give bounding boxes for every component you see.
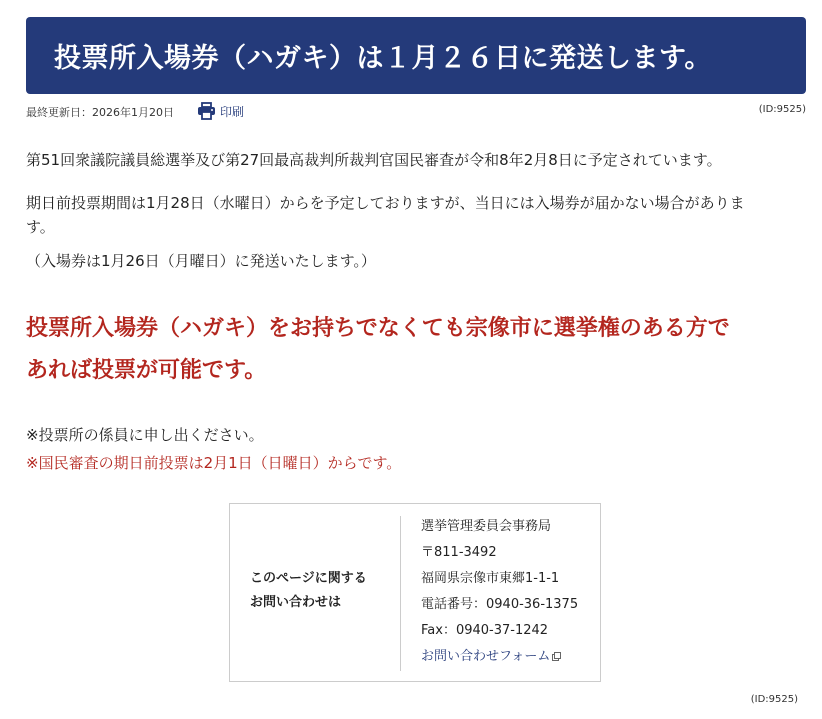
contact-department: 選挙管理委員会事務局: [421, 519, 552, 534]
paragraph-early-voting-line1: 期日前投票期間は1月28日（水曜日）からを予定しておりますが、当日には入場券が届かない場合がありま: [26, 194, 745, 212]
contact-fax: Fax：0940-37-1242: [421, 623, 549, 638]
paragraph-early-voting-line2: す。: [26, 218, 55, 236]
paragraph-election-date: 第51回衆議院議員総選挙及び第27回最高裁判所裁判官国民審査が令和8年2月8日に予定されています。: [26, 151, 722, 169]
page-title: 投票所入場券（ハガキ）は１月２６日に発送します。: [54, 43, 712, 74]
paragraph-ticket-dispatch: （入場券は1月26日（月曜日）に発送いたします。）: [26, 252, 376, 270]
emphasis-notice: [26, 308, 801, 392]
contact-box: [229, 503, 601, 682]
external-link-icon: [552, 652, 561, 661]
contact-info: [421, 514, 596, 670]
contact-form-link[interactable]: お問い合わせフォーム: [421, 649, 551, 664]
last-updated: 最終更新日：2026年1月20日: [26, 106, 174, 119]
note-review-voting: ※国民審査の期日前投票は2月1日（日曜日）からです。: [26, 454, 402, 472]
contact-divider: [400, 516, 401, 671]
meta-row: [26, 102, 806, 122]
print-label: 印刷: [220, 104, 245, 119]
page-title-bar: [26, 17, 806, 94]
contact-label-line2: お問い合わせは: [250, 595, 342, 610]
page-id: (ID:9525): [758, 104, 806, 115]
contact-form-row: [421, 644, 596, 670]
printer-icon: [197, 102, 216, 120]
footer-page-id: (ID:9525): [750, 694, 798, 705]
contact-address: 福岡県宗像市東郷1-1-1: [421, 571, 560, 586]
contact-postal: 〒811-3492: [421, 545, 497, 560]
emphasis-line-1: 投票所入場券（ハガキ）をお持ちでなくても宗像市に選挙権のある方で: [26, 316, 730, 341]
contact-label-line1: このページに関する: [250, 571, 367, 586]
print-button[interactable]: [197, 102, 244, 120]
contact-label: [250, 567, 390, 615]
contact-phone: 電話番号：0940-36-1375: [421, 597, 579, 612]
note-staff: ※投票所の係員に申し出ください。: [26, 426, 264, 444]
emphasis-line-2: あれば投票が可能です。: [26, 358, 267, 383]
paragraph-early-voting: [26, 191, 796, 239]
